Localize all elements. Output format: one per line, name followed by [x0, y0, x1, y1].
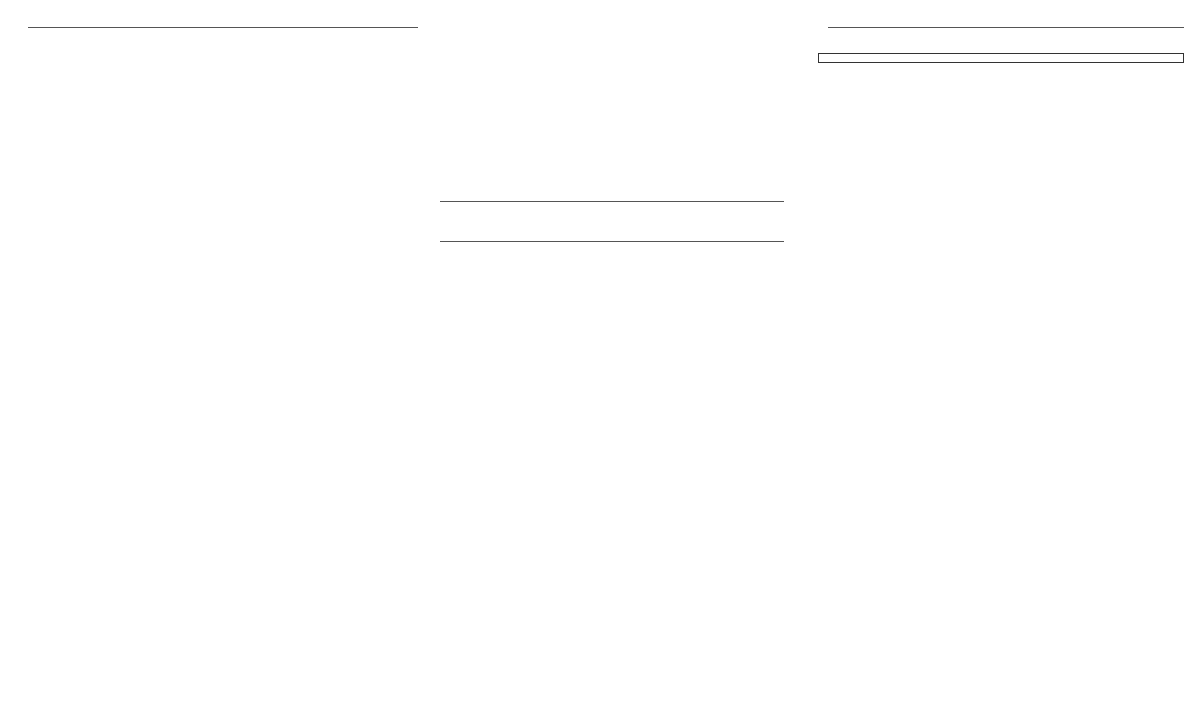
wednesday-worship-heading: [422, 190, 784, 212]
heading-rule: [828, 27, 1184, 28]
heading-rule: [440, 241, 784, 242]
order-of-worship-continued: [422, 36, 784, 255]
order-of-worship-column: [18, 0, 418, 114]
heading-rule: [440, 201, 784, 202]
committee-statistics-heading: [818, 16, 1184, 38]
heading-rule: [28, 27, 418, 28]
prayer-list: [818, 53, 1184, 63]
sunday-worship-heading: [18, 16, 418, 38]
committee-statistics-column: [818, 0, 1184, 67]
dawn-prayer-heading: [422, 230, 784, 252]
